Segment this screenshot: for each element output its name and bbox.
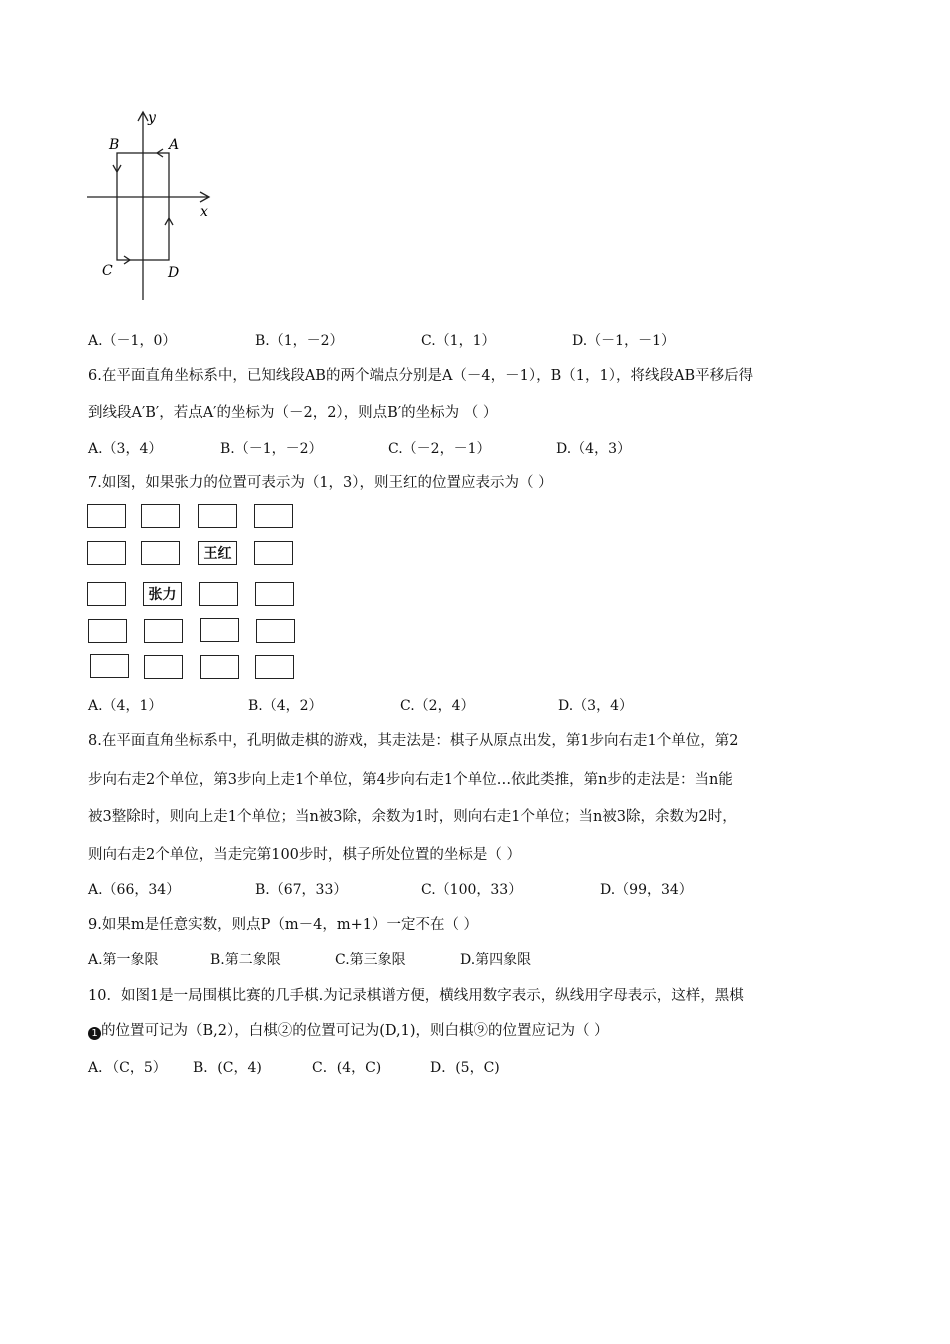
q8-option-b[interactable]: B.（67，33） <box>255 882 348 898</box>
seat-zhang-li: 张力 <box>143 582 182 606</box>
q7-option-a[interactable]: A.（4，1） <box>88 698 163 714</box>
q7-text-line1: 7.如图，如果张力的位置可表示为（1，3），则王红的位置应表示为（ ） <box>88 475 553 491</box>
seat-box <box>87 504 126 528</box>
q6-text-line1: 6.在平面直角坐标系中，已知线段AB的两个端点分别是A（－4，－1），B（1，1），将线段AB平移后得 <box>88 368 754 384</box>
q8-text-line2: 步向右走2个单位，第3步向上走1个单位，第4步向右走1个单位…依此类推，第n步的走法是：当n能 <box>88 772 733 788</box>
seat-box <box>87 541 126 565</box>
seat-box <box>198 504 237 528</box>
q6-option-c[interactable]: C.（－2，－1） <box>388 441 491 457</box>
y-axis-label: y <box>148 110 156 126</box>
seat-box <box>254 541 293 565</box>
point-c-label: C <box>102 263 113 279</box>
q10-text-line1: 10．如图1是一局围棋比赛的几手棋.为记录棋谱方便，横线用数字表示，纵线用字母表示，这样，黑棋 <box>88 988 744 1004</box>
seat-box <box>199 582 238 606</box>
q10-option-b[interactable]: B．(C，4) <box>193 1060 262 1076</box>
seat-box <box>144 655 183 679</box>
seat-box <box>200 618 239 642</box>
q9-option-a[interactable]: A.第一象限 <box>88 952 159 968</box>
coordinate-path-figure <box>80 105 220 310</box>
q8-text-line1: 8.在平面直角坐标系中，孔明做走棋的游戏，其走法是：棋子从原点出发，第1步向右走1个单位，第2 <box>88 733 739 749</box>
q7-option-b[interactable]: B.（4，2） <box>248 698 323 714</box>
q6-text-line2: 到线段A′B′，若点A′的坐标为（－2，2），则点B′的坐标为 （ ） <box>88 405 498 421</box>
seat-box <box>254 504 293 528</box>
q9-text-line1: 9.如果m是任意实数，则点P（m－4，m+1）一定不在（ ） <box>88 917 479 933</box>
seat-box <box>144 619 183 643</box>
seat-box <box>141 504 180 528</box>
seat-box <box>255 582 294 606</box>
q10-text-line2-wrap <box>88 1021 609 1041</box>
q10-option-d[interactable]: D．(5，C) <box>430 1060 500 1076</box>
q9-option-c[interactable]: C.第三象限 <box>335 952 406 968</box>
q9-option-b[interactable]: B.第二象限 <box>210 952 281 968</box>
q8-text-line3: 被3整除时，则向上走1个单位；当n被3除，余数为1时，则向右走1个单位；当n被3除，余数为2时， <box>88 809 737 825</box>
q6-option-d[interactable]: D.（4，3） <box>556 441 631 457</box>
q8-option-a[interactable]: A.（66，34） <box>88 882 181 898</box>
x-axis-label: x <box>200 204 208 220</box>
q9-option-d[interactable]: D.第四象限 <box>460 952 532 968</box>
q7-option-d[interactable]: D.（3，4） <box>558 698 633 714</box>
q5-option-c[interactable]: C.（1，1） <box>421 333 496 349</box>
q8-option-d[interactable]: D.（99，34） <box>600 882 693 898</box>
seat-box <box>256 619 295 643</box>
q5-option-a[interactable]: A.（－1，0） <box>88 333 177 349</box>
point-d-label: D <box>168 265 180 281</box>
seat-wang-hong: 王红 <box>198 541 237 565</box>
q6-option-a[interactable]: A.（3，4） <box>88 441 163 457</box>
q10-option-a[interactable]: A．（C，5） <box>88 1060 167 1076</box>
seat-box <box>87 582 126 606</box>
q7-option-c[interactable]: C.（2，4） <box>400 698 475 714</box>
point-b-label: B <box>109 137 120 153</box>
q10-option-c[interactable]: C．(4，C) <box>312 1060 382 1076</box>
q8-text-line4: 则向右走2个单位，当走完第100步时，棋子所处位置的坐标是（ ） <box>88 847 522 863</box>
seat-box <box>200 655 239 679</box>
q8-option-c[interactable]: C.（100，33） <box>421 882 523 898</box>
seat-box <box>88 619 127 643</box>
black-stone-icon: 1 <box>88 1027 101 1040</box>
q5-option-b[interactable]: B.（1，－2） <box>255 333 344 349</box>
seat-grid-figure <box>85 500 305 685</box>
seat-box <box>255 655 294 679</box>
point-a-label: A <box>169 137 180 153</box>
q6-option-b[interactable]: B.（－1，－2） <box>220 441 323 457</box>
seat-box <box>141 541 180 565</box>
q10-text-line2: 的位置可记为（B,2），白棋②的位置可记为(D,1)，则白棋⑨的位置应记为（ ） <box>101 1023 609 1039</box>
seat-box <box>90 654 129 678</box>
q5-option-d[interactable]: D.（－1，－1） <box>572 333 675 349</box>
